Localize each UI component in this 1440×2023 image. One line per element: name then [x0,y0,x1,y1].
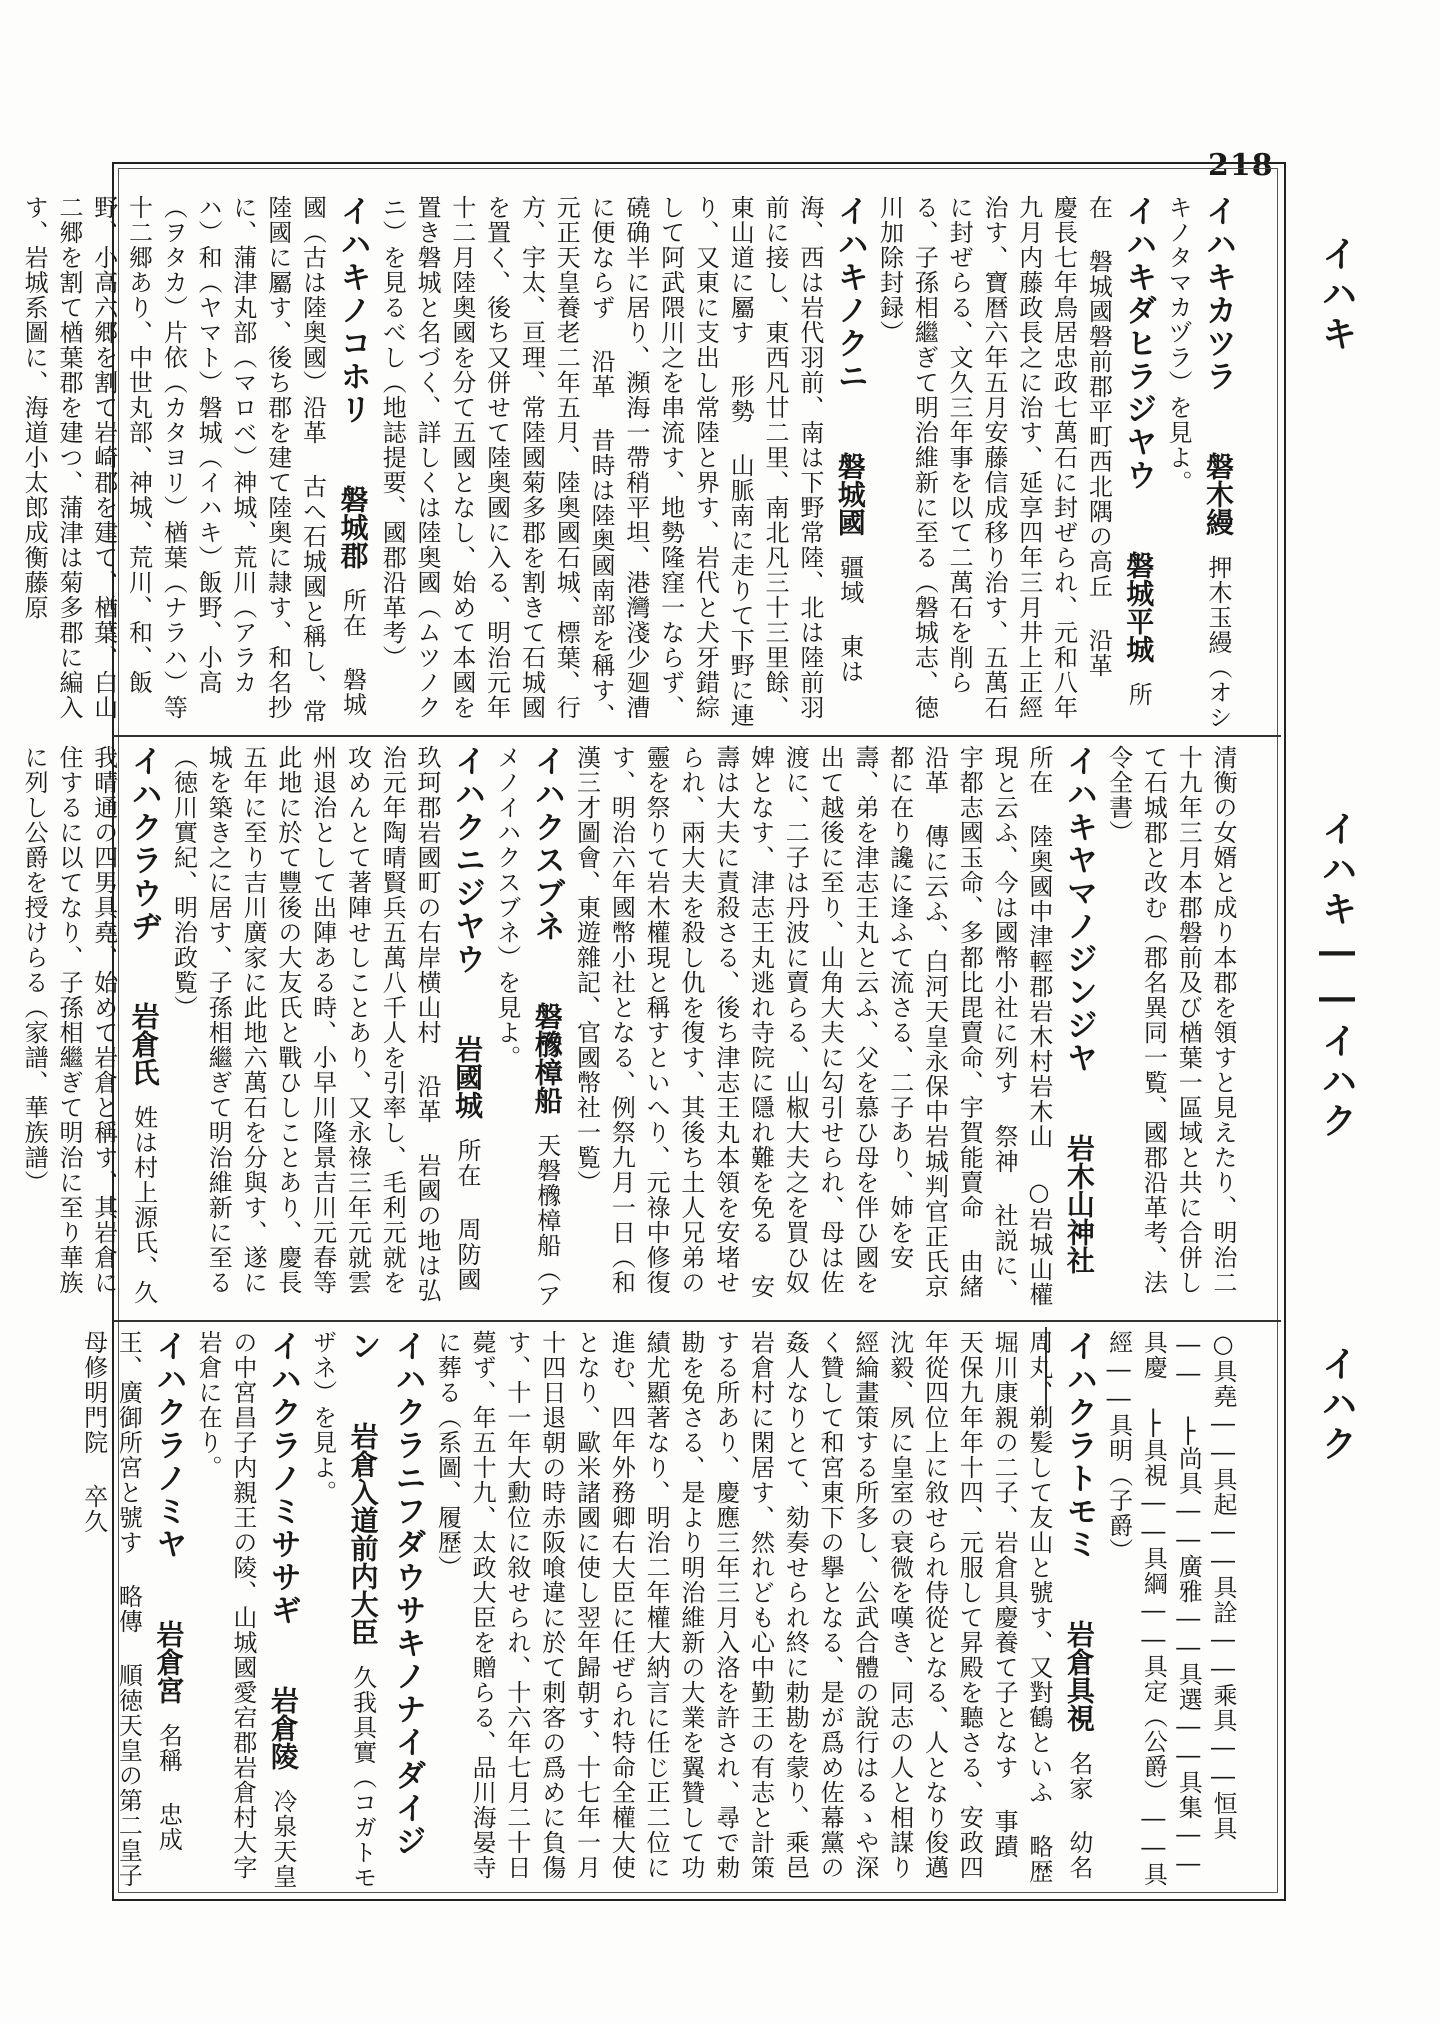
margin-header-bottom: イハク [1316,1345,1358,1465]
entry-ihakusubune [489,745,569,1315]
entry-kanji: 磐木縵 [1202,452,1235,536]
entry-heading: イハクラニフダウサキノナイダイジン [344,1330,426,1858]
section-divider-2 [113,1320,1281,1322]
entry-body: 押木玉縵（オシキノタマカヅラ）を見よ。 [1164,195,1232,730]
section-divider-1 [113,735,1281,737]
entry-heading: イハクラノミササギ [264,1330,301,1627]
entry-kanji: 岩倉陵 [266,1686,300,1770]
entry-ihaki-katsura [1160,195,1240,730]
entry-ihaki-no-kohori [16,195,374,730]
entry-kanji: 磐櫲樟船 [530,1002,564,1114]
entry-heading: イハクニジヤウ [448,745,485,976]
entry-ihakura-uji [16,745,165,1315]
entry-kanji: 岩國城 [450,1035,484,1119]
genealogy-chart [1101,1330,1240,1890]
entry-kanji: 磐城平城 [1122,551,1156,663]
entry-ihakura-tomomi [430,1330,1101,1890]
entry-body: 久我具實（コガトモザネ）を見よ。 [308,1330,377,1890]
entry-kanji: 磐城郡 [336,485,370,569]
entry-heading: イハクラトモミ [1060,1330,1097,1561]
entry-heading: イハキヤマノジンジヤ [1060,745,1097,1075]
entry-ihakura-nyudou [305,1330,430,1890]
entry-body: 名稱 忠成王、廣御所宮と號す 略傳 順徳天皇の第二皇子 母修明門院 卒久 [79,1330,183,1888]
entry-ihakuni-jou [166,745,489,1315]
entry-heading: イハキノクニ [831,195,868,393]
entry-continuation [1101,745,1240,1315]
top-section [20,195,1240,730]
entry-body: 名家 幼名周丸、剃髪して友山と號す、又對鶴といふ 略歴 堀川康親の二子、岩倉具慶養て子となす 事蹟 天保九年年十四、元服して昇殿を聽さる、安政四年從四位上に敘せられ侍從となる、人となり俊邁沈毅、夙に皇室の衰微を嘆き、同志の人と相謀り經綸畫策する所多し、公武合體の說行はるゝや深く贊して和宮東下の擧となる、是が爲め佐幕黨の姦人なりとて、劾奏せられ終に勅勘を蒙り、乘邑岩倉村に閑居す、然れども心中勤王の有志と計策する所あり、慶應三年三月入洛を許され、尋で勅勘を免さる、是より明治維新の大業を翼贊して功績尤顯著なり、明治二年權大納言に任じ正二位に進む、四年外務卿右大臣に任ぜられ特命全權大使となり、歐米諸國に使し翌年歸朝す、十七年一月十四日退朝の時赤阪喰違に於て刺客の爲めに負傷す、十一年大勳位に敘せられ、十六年七月二十日薨ず、年五十九、太政大臣を贈らる、品川海晏寺に葬る（系圖、履歷） [433,1330,1093,1884]
entry-kanji: 岩倉宮 [152,1620,186,1704]
entry-body: 清衡の女婿と成り本郡を領すと見えたり、明治二十九年三月本郡磐前及び楢葉一區域と共に合併して石城郡と改む（郡名異同一覧、國郡沿革考、法令全書） [1104,745,1237,1295]
entry-body: 所在 周防國玖珂郡岩國町の右岸横山村 沿革 岩國の地は弘治元年陶晴賢兵五萬八千人を引率し、毛利元就を攻めんとて著陣せしことあり、又永祿三年元就雲州退治として出陣ある時、小早川隆景吉川元春等此地に於て豐後の大友氏と戰ひしことあり、慶長五年に至り吉川廣家に此地六萬石を分與す、遂に城を築き之に居す、子孫相繼ぎて明治維新に至る（徳川實紀、明治政覧） [169,745,481,1303]
margin-header-middle: イハキ――イハク [1316,810,1358,1142]
entry-body: 所在 磐城國磐前郡平町西北隅の高丘 沿革 慶長七年鳥居忠政七萬石に封ぜられ、元和八年九月内藤政長之に治す、延享四年三月井上正經治す、寶暦六年五月安藤信成移り治す、五萬石に封ぜらる、文久三年事を以て二萬石を削らる、子孫相繼ぎて明治維新に至る（磐城志、徳川加除封録） [875,195,1153,720]
entry-body: 姓は村上源氏、久我晴通の四男具堯、始めて岩倉と稱す、其岩倉に住するに以てなり、子孫相繼ぎて明治に至り華族に列し公爵を授けらる（家譜、華族譜） [20,745,158,1305]
margin-header-top: イハキ [1316,235,1358,355]
entry-body: 所在 陸奥國中津輕郡岩木村岩木山 ○岩城山權現と云ふ、今は國幣小社に列す 祭神 社説に、宇都志國玉命、多都比毘賣命、宇賀能賣命 由緒沿革 傳に云ふ、白河天皇永保中岩城判官正氏京都に在り讒に逢ふて流さる、二子あり、姉を安壽、弟を津志王丸と云ふ、父を慕ひ母を伴ひ國を出て越後に至り、山角大夫に勾引せられ、母は佐渡に、二子は丹波に賣らる、山椒大夫之を買ひ奴婢となす、津志王丸逃れ寺院に隱れ難を免る 安壽は大夫に責殺さる、後ち津志王丸本領を安堵せられ、兩大夫を殺し仇を復す、其後ち土人兄弟の靈を祭りて岩木權現と稱すといへり、元祿中修復す、明治六年國幣小社となる、例祭九月一日（和漢三才圖會、東遊雜記、官國幣社一覧） [572,745,1053,1307]
entry-kanji: 岩倉入道前内大臣 [346,1422,380,1646]
middle-section [20,745,1240,1315]
entry-ihakiyama-jinja [569,745,1101,1315]
bottom-section [79,1330,1240,1890]
entry-ihakura-misasagi [190,1330,305,1890]
entry-kanji: 岩倉氏 [127,1002,161,1086]
entry-heading: イハクラウヂ [125,745,162,943]
entry-heading: イハキカツラ [1200,195,1236,393]
entry-body: 疆域 東は海、西は岩代羽前、南は下野常陸、北は陸前羽前に接し、東西凡廿二里、南北凡三十三里餘、東山道に屬す 形勢 山脈南に走りて下野に連り、又東に支出し常陸と界す、岩代と犬牙錯綜して阿武隈川之を串流す、地勢隆窪一ならず、磽确半に居り、瀕海一帶稍平坦、港灣淺少廻漕に便ならず 沿革 昔時は陸奥國南部を稱す、元正天皇養老二年五月、陸奥國石城、標葉、行方、宇太、亘理、常陸國菊多郡を割きて石城國を置く、後ち又併せて陸奥國に入る、明治元年十二月陸奥國を分て五國となし、始めて本國を置き磐城と名づく、詳しくは陸奥國（ムツノクニ）を見るべし（地誌提要、國郡沿革考） [378,195,864,728]
entry-kanji: 磐城國 [833,452,867,536]
entry-heading: イハキノコホリ [334,195,371,426]
entry-body: 天磐櫲樟船（アメノイハクスブネ）を見よ。 [492,745,561,1308]
entry-body: 所在 磐城國（古は陸奥國）沿革 古へ石城國と稱し、常陸國に屬す、後ち郡を建て陸奥に隷す、和名抄に、蒲津丸部（マロベ）神城、荒川（アラカハ）和（ヤマト）磐城（イハキ）飯野、小高（ヲタカ）片依（カタヨリ）楢葉（ナラハ）等十二郷あり、中世丸部、神城、荒川、和、飯野、小高六郷を割て岩崎郡を建て、楢葉、白山二郷を割て楢葉郡を建つ、蒲津は菊多郡に編入す、岩城系圖に、海道小太郎成衡藤原 [20,195,367,724]
entry-kanji: 岩倉具視 [1062,1620,1096,1732]
entry-ihaki-no-kuni [374,195,871,730]
entry-heading: イハクラノミヤ [150,1330,187,1561]
entry-heading: イハクスブネ [528,745,565,943]
genealogy-text: ○具堯――具起――具詮――乘具――恒具―― ├尚具――廣雅――具選――具集――具慶 ├具視――具綱――具定（公爵）――具經――具明（子爵） [1104,1330,1237,1887]
entry-ihakura-no-miya [76,1330,191,1890]
entry-body: 冷泉天皇の中宮昌子内親王の陵、山城國愛宕郡岩倉村大字岩倉に在り。 [194,1330,297,1889]
entry-heading: イハキダヒラジヤウ [1120,195,1157,492]
entry-kanji: 岩木山神社 [1062,1134,1096,1274]
entry-ihakidahira-jou [872,195,1161,730]
page-number: 218 [1208,148,1274,183]
